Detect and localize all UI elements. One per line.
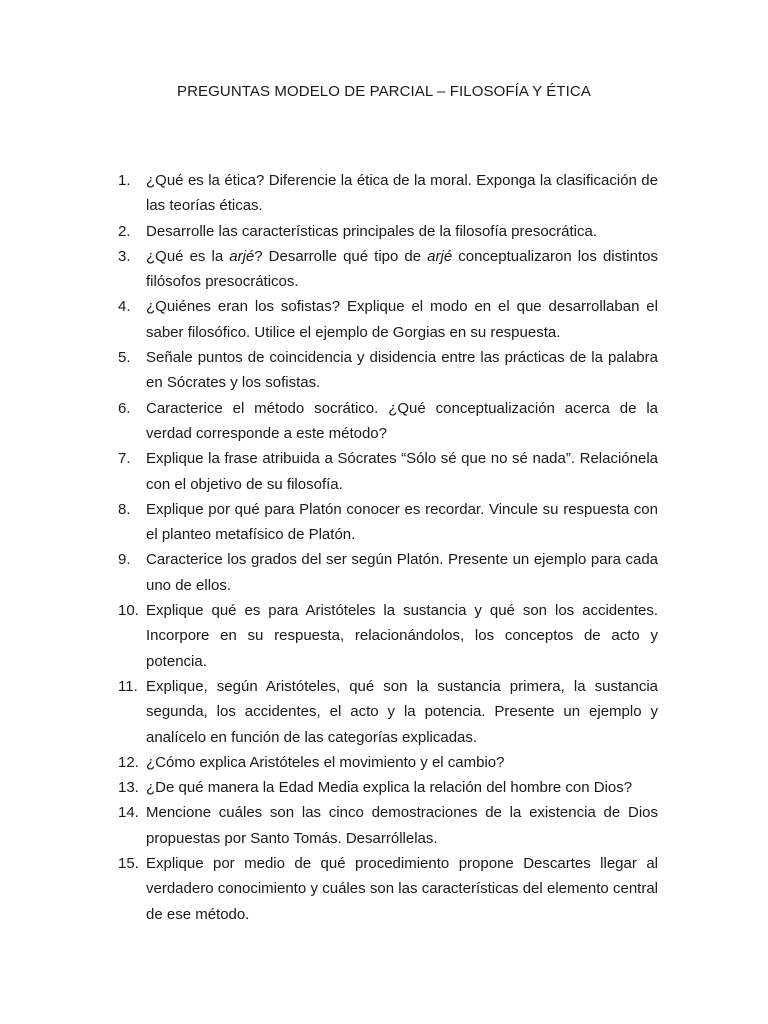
question-number: 3. <box>118 247 131 265</box>
question-number: 9. <box>118 551 131 569</box>
question-number: 13. <box>118 779 139 797</box>
question-text: Explique qué es para Aristóteles la sustancia y qué son los accidentes. Incorpore en su respuesta, relacionándolos, los conceptos de acto y potencia. <box>146 602 658 670</box>
question-number: 14. <box>118 804 139 822</box>
question-item <box>118 674 658 750</box>
question-number: 15. <box>118 855 139 873</box>
question-item <box>118 800 658 851</box>
question-number: 11. <box>118 677 138 695</box>
question-item <box>118 497 658 548</box>
question-number: 7. <box>118 450 131 468</box>
question-item <box>118 294 658 345</box>
question-text: ¿Cómo explica Aristóteles el movimiento y el cambio? <box>146 753 505 771</box>
question-number: 8. <box>118 500 131 518</box>
question-text: ¿Qué es la arjé? Desarrolle qué tipo de arjé conceptualizaron los distintos filósofos presocráticos. <box>146 247 658 291</box>
question-text: Caracterice los grados del ser según Platón. Presente un ejemplo para cada uno de ellos. <box>146 551 658 594</box>
question-item <box>118 547 658 598</box>
question-text: ¿De qué manera la Edad Media explica la relación del hombre con Dios? <box>146 779 633 797</box>
question-item <box>118 775 658 800</box>
question-item <box>118 244 658 295</box>
question-item <box>118 598 658 674</box>
question-number: 5. <box>118 349 131 367</box>
question-item <box>118 345 658 396</box>
question-number: 4. <box>118 298 131 316</box>
question-text: Mencione cuáles son las cinco demostraciones de la existencia de Dios propuestas por Santo Tomás. Desarróllelas. <box>146 804 658 847</box>
question-text: Explique la frase atribuida a Sócrates “Sólo sé que no sé nada”. Relaciónela con el objetivo de su filosofía. <box>146 450 658 493</box>
question-text: Caracterice el método socrático. ¿Qué conceptualización acerca de la verdad corresponde a este método? <box>146 399 658 442</box>
question-item <box>118 446 658 497</box>
question-item <box>118 396 658 447</box>
document-title: PREGUNTAS MODELO DE PARCIAL – FILOSOFÍA Y ÉTICA <box>177 83 591 100</box>
question-text: ¿Qué es la ética? Diferencie la ética de la moral. Exponga la clasificación de las teorías éticas. <box>146 172 658 215</box>
question-number: 1. <box>118 172 131 189</box>
question-item <box>118 168 658 219</box>
question-item <box>118 851 658 927</box>
question-text: Desarrolle las características principales de la filosofía presocrática. <box>146 222 598 240</box>
question-number: 2. <box>118 222 131 240</box>
question-text: Explique por qué para Platón conocer es recordar. Vincule su respuesta con el planteo metafísico de Platón. <box>146 500 658 544</box>
question-text: Explique, según Aristóteles, qué son la sustancia primera, la sustancia segunda, los accidentes, el acto y la potencia. Presente un ejemplo y analícelo en función de las categorías explicadas. <box>146 677 658 746</box>
question-text: Señale puntos de coincidencia y disidencia entre las prácticas de la palabra en Sócrates y los sofistas. <box>146 349 658 392</box>
question-text: Explique por medio de qué procedimiento propone Descartes llegar al verdadero conocimiento y cuáles son las características del elemento central de ese método. <box>146 855 658 923</box>
question-list <box>118 168 658 927</box>
question-number: 6. <box>118 399 131 417</box>
question-text: ¿Quiénes eran los sofistas? Explique el modo en el que desarrollaban el saber filosófico. Utilice el ejemplo de Gorgias en su respuesta. <box>146 298 658 341</box>
question-number: 10. <box>118 602 139 620</box>
question-number: 12. <box>118 753 139 771</box>
question-item <box>118 219 658 244</box>
question-item <box>118 750 658 775</box>
